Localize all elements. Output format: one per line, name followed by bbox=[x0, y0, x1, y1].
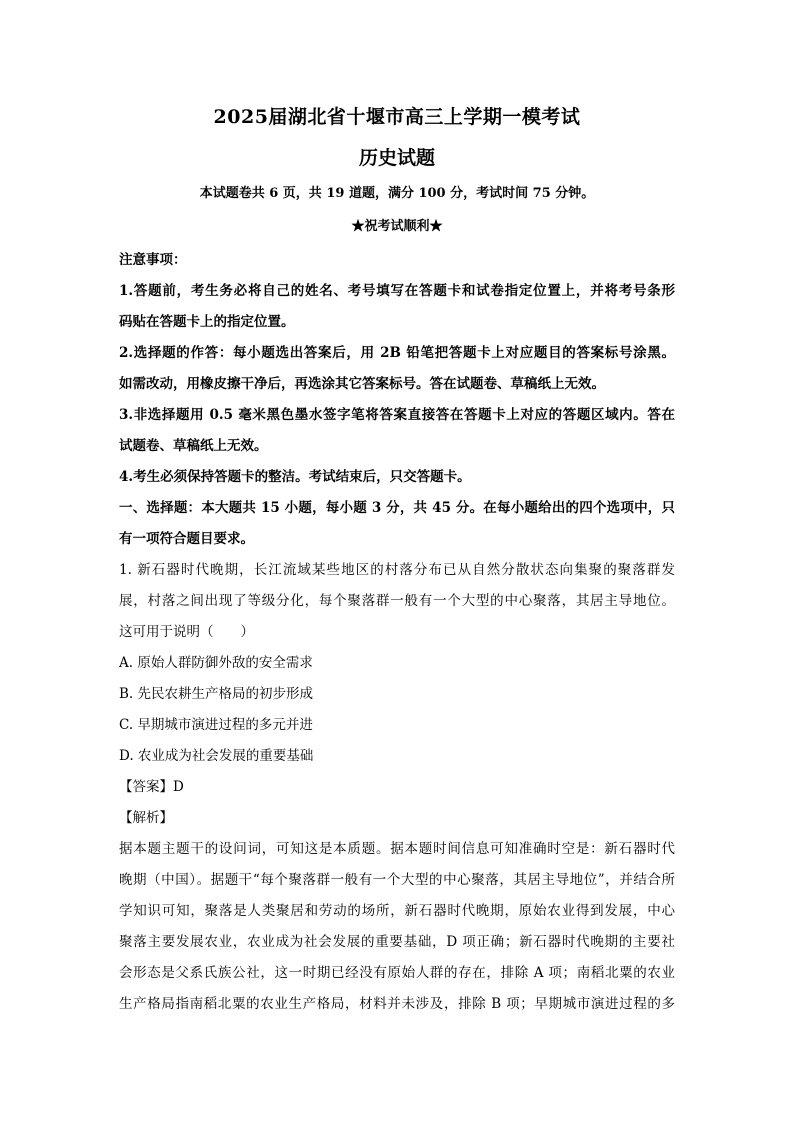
question-stem-line: 1. 新石器时代晚期，长江流域某些地区的村落分布已从自然分散状态向集聚的聚落群发 bbox=[119, 562, 675, 578]
answer-line: 【答案】D bbox=[119, 779, 184, 795]
note-line: 4.考生必须保持答题卡的整洁。考试结束后，只交答题卡。 bbox=[119, 469, 471, 485]
analysis-line: 会形态是父系氏族公社，这一时期已经没有原始人群的存在，排除 A 项；南稻北粟的农业 bbox=[119, 965, 675, 981]
note-line: 码贴在答题卡上的指定位置。 bbox=[119, 314, 295, 330]
analysis-heading: 【解析】 bbox=[119, 810, 173, 826]
note-line: 2.选择题的作答：每小题选出答案后，用 2B 铅笔把答题卡上对应题目的答案标号涂黑。 bbox=[119, 345, 675, 361]
analysis-line: 学知识可知，聚落是人类聚居和劳动的场所，新石器时代晚期，原始农业得到发展，中心 bbox=[119, 903, 675, 919]
question-stem-line: 展，村落之间出现了等级分化，每个聚落群一般有一个大型的中心聚落，其居主导地位。 bbox=[119, 593, 675, 609]
option-a: A. 原始人群防御外敌的安全需求 bbox=[119, 655, 313, 671]
section-heading: 一、选择题：本大题共 15 小题，每小题 3 分，共 45 分。在每小题给出的四个选项中，只 bbox=[119, 500, 675, 516]
note-line: 3.非选择题用 0.5 毫米黑色墨水签字笔将答案直接答在答题卡上对应的答题区域内。答在 bbox=[119, 407, 675, 423]
exam-title: 2025届湖北省十堰市高三上学期一模考试 bbox=[213, 106, 581, 128]
good-luck-line: ★祝考试顺利★ bbox=[351, 219, 443, 234]
note-line: 如需改动，用橡皮擦干净后，再选涂其它答案标号。答在试题卷、草稿纸上无效。 bbox=[119, 376, 605, 392]
analysis-line: 据本题主题干的设问词，可知这是本质题。据本题时间信息可知准确时空是：新石器时代 bbox=[119, 841, 675, 857]
option-d: D. 农业成为社会发展的重要基础 bbox=[119, 748, 314, 764]
analysis-line: 晚期（中国）。据题干“每个聚落群一般有一个大型的中心聚落，其居主导地位”，并结合所 bbox=[119, 872, 675, 888]
notes-heading: 注意事项： bbox=[119, 252, 187, 268]
subject-title: 历史试题 bbox=[358, 147, 435, 169]
option-b: B. 先民农耕生产格局的初步形成 bbox=[119, 686, 314, 702]
option-c: C. 早期城市演进过程的多元并进 bbox=[119, 717, 313, 733]
question-stem-line: 这可用于说明（ ） bbox=[119, 624, 254, 640]
analysis-line: 聚落主要发展农业，农业成为社会发展的重要基础，D 项正确；新石器时代晚期的主要社 bbox=[119, 934, 675, 950]
note-line: 1.答题前，考生务必将自己的姓名、考号填写在答题卡和试卷指定位置上，并将考号条形 bbox=[119, 283, 675, 299]
note-line: 试题卷、草稿纸上无效。 bbox=[119, 438, 268, 454]
section-heading-cont: 有一项符合题目要求。 bbox=[119, 531, 254, 547]
exam-info: 本试题卷共 6 页，共 19 道题，满分 100 分，考试时间 75 分钟。 bbox=[199, 186, 595, 201]
exam-body bbox=[119, 245, 675, 1020]
analysis-line: 生产格局指南稻北粟的农业生产格局，材料并未涉及，排除 B 项；早期城市演进过程的多 bbox=[119, 996, 675, 1012]
